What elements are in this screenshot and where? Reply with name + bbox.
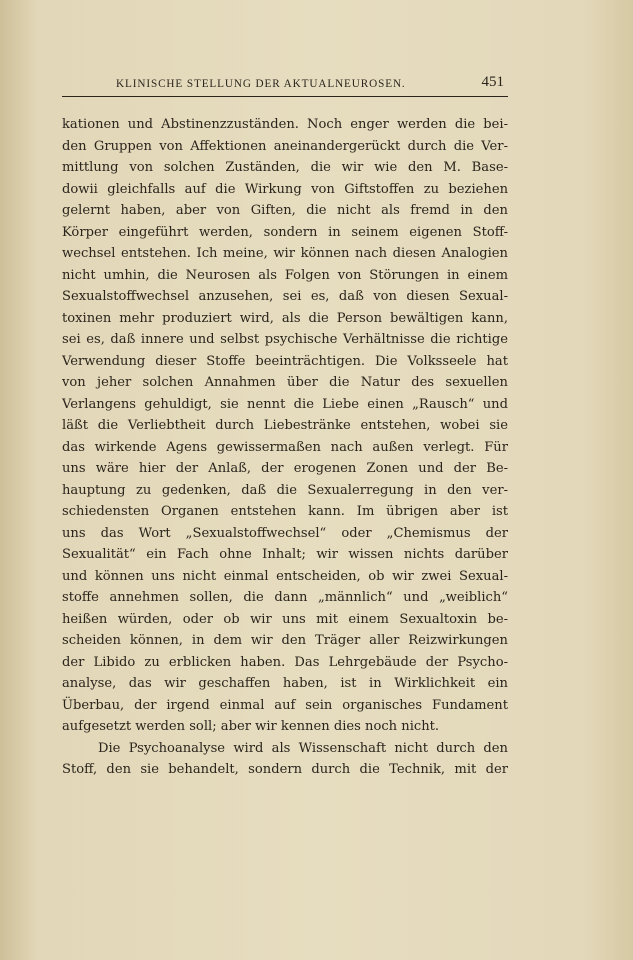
text-line: Verlangens gehuldigt, sie nennt die Liebe einen „Rausch“ und (62, 396, 508, 412)
text-line: dowii gleichfalls auf die Wirkung von Giftstoffen zu beziehen (62, 181, 508, 197)
text-line: wechsel entstehen. Ich meine, wir können nach diesen Analogien (62, 246, 508, 261)
page-number: 451 (481, 74, 504, 90)
text-line: gelernt haben, aber von Giften, die nicht als fremd in den (62, 203, 508, 218)
body-text (62, 114, 508, 781)
text-line: der Libido zu erblicken haben. Das Lehrgebäude der Psycho- (62, 654, 508, 670)
text-line: uns wäre hier der Anlaß, der erogenen Zonen und der Be- (62, 461, 508, 476)
text-line: toxinen mehr produziert wird, als die Person bewältigen kann, (62, 310, 508, 326)
text-line: den Gruppen von Affektionen aneinandergerückt durch die Ver- (62, 138, 508, 154)
text-line: läßt die Verliebtheit durch Liebestränke entstehen, wobei sie (62, 418, 508, 433)
text-line: kationen und Abstinenzzuständen. Noch enger werden die bei- (62, 117, 508, 132)
text-line: schiedensten Organen entstehen kann. Im übrigen aber ist (62, 504, 508, 519)
text-line: heißen würden, oder ob wir uns mit einem Sexualtoxin be- (62, 611, 508, 627)
text-line: Sexualität“ ein Fach ohne Inhalt; wir wissen nichts darüber (62, 547, 508, 562)
page-header (62, 72, 508, 97)
text-line: stoffe annehmen sollen, die dann „männlich“ und „weiblich“ (62, 590, 508, 605)
text-line: Überbau, der irgend einmal auf sein organisches Fundament (62, 697, 508, 713)
text-line: das wirkende Agens gewissermaßen nach außen verlegt. Für (62, 439, 508, 455)
running-head: KLINISCHE STELLUNG DER AKTUALNEUROSEN. (116, 78, 406, 90)
text-line: mittlung von solchen Zuständen, die wir wie den M. Base- (62, 160, 508, 175)
text-line: aufgesetzt werden soll; aber wir kennen dies noch nicht. (62, 719, 440, 734)
text-line: Verwendung dieser Stoffe beeinträchtigen. Die Volksseele hat (62, 353, 508, 369)
text-line: uns das Wort „Sexualstoffwechsel“ oder „Chemismus der (62, 525, 508, 541)
text-line: und können uns nicht einmal entscheiden, ob wir zwei Sexual- (62, 568, 508, 584)
text-line: nicht umhin, die Neurosen als Folgen von Störungen in einem (62, 267, 508, 283)
text-line: Stoff, den sie behandelt, sondern durch die Technik, mit der (62, 762, 508, 777)
text-line: scheiden können, in dem wir den Träger aller Reizwirkungen (62, 633, 508, 648)
text-line: Körper eingeführt werden, sondern in seinem eigenen Stoff- (62, 224, 508, 240)
text-line: Sexualstoffwechsel anzusehen, sei es, daß von diesen Sexual- (62, 289, 508, 304)
text-line: Die Psychoanalyse wird als Wissenschaft nicht durch den (98, 740, 508, 756)
text-line: hauptung zu gedenken, daß die Sexualerregung in den ver- (62, 482, 508, 498)
text-line: sei es, daß innere und selbst psychische Verhältnisse die richtige (62, 332, 508, 347)
text-line: analyse, das wir geschaffen haben, ist in Wirklichkeit ein (62, 676, 508, 691)
text-line: von jeher solchen Annahmen über die Natur des sexuellen (62, 375, 508, 390)
